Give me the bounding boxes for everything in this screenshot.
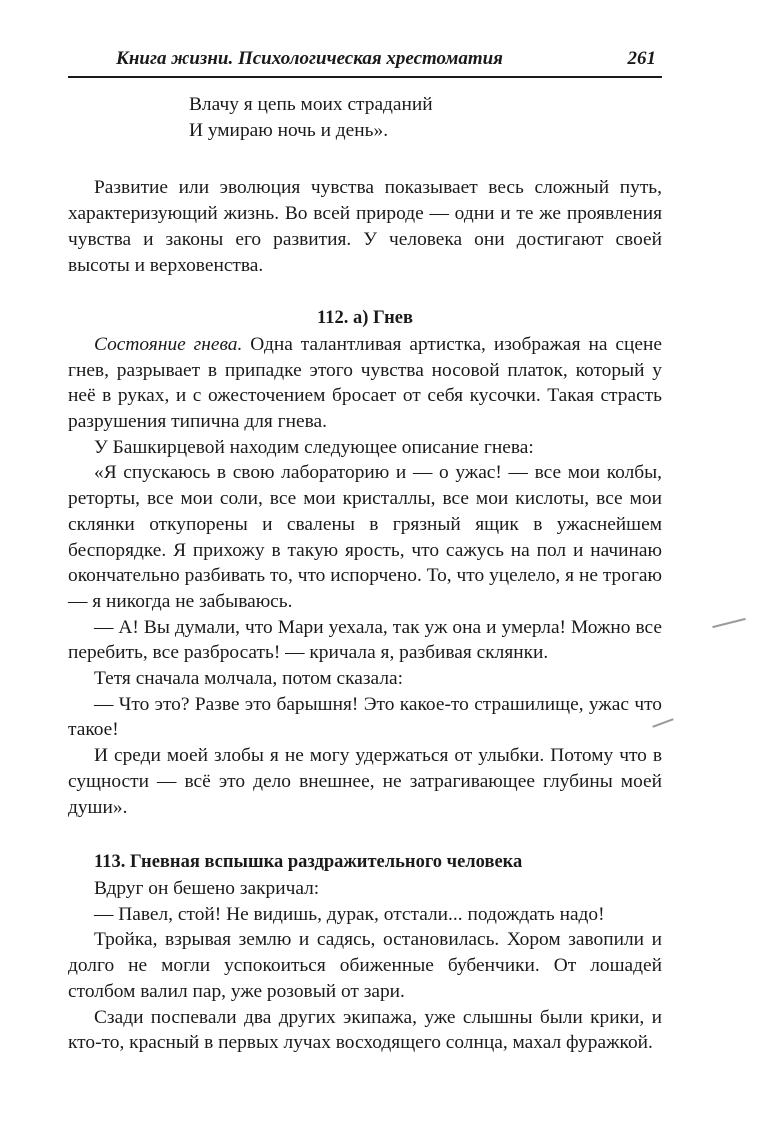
paragraph: У Башкирцевой находим следующее описание гнева: bbox=[94, 436, 534, 458]
paragraph: — Павел, стой! Не видишь, дурак, отстали... подождать надо! bbox=[94, 903, 605, 925]
page-header bbox=[68, 46, 662, 78]
quote-paragraph: И среди моей злобы я не могу удержаться от улыбки. Потому что в сущности — всё это дело внешнее, не затрагивающее глубины моей души». bbox=[68, 745, 662, 818]
quote-paragraph: — А! Вы думали, что Мари уехала, так уж она и умерла! Можно все перебить, все разбросать! — кричала я, разбивая склянки. bbox=[68, 616, 662, 664]
section-113-heading: 113. Гневная вспышка раздражительного человека bbox=[94, 852, 523, 873]
paragraph: Тройка, взрывая землю и садясь, остановилась. Хором завопили и долго не могли успокоиться обиженные бубенчики. От лошадей столбом валил пар, уже розовый от зари. bbox=[68, 929, 662, 1002]
verse-line: Влачу я цепь моих страданий bbox=[189, 94, 433, 115]
verse-line: И умираю ночь и день». bbox=[189, 119, 389, 141]
body-text bbox=[68, 92, 662, 1056]
paragraph bbox=[68, 332, 662, 435]
paragraph-text: Одна талантливая артистка, изображая на сцене гнев, разрывает в припадке этого чувства носовой платок, который у неё в руках, и с ожесточением бросает от себя кусочки. Такая страсть разрушения типична для гнева. bbox=[68, 333, 662, 433]
section-112-heading: 112. а) Гнев bbox=[317, 308, 413, 329]
italic-lead: Состояние гнева. bbox=[94, 333, 243, 355]
page-number: 261 bbox=[627, 48, 656, 69]
paragraph: Тетя сначала молчала, потом сказала: bbox=[94, 668, 403, 690]
paragraph: Вдруг он бешено закричал: bbox=[94, 877, 320, 899]
paragraph: Сзади поспевали два других экипажа, уже слышны были крики, и кто-то, красный в первых лучах восходящего солнца, махал фуражкой. bbox=[68, 1006, 662, 1054]
pencil-mark bbox=[712, 618, 745, 628]
verse-fragment bbox=[68, 92, 662, 143]
quote-paragraph: «Я спускаюсь в свою лабораторию и — о ужас! — все мои колбы, реторты, все мои соли, все мои кристаллы, все мои кислоты, все мои склянки откупорены и свалены в грязный ящик в ужаснейшем беспорядке. Я прихожу в такую ярость, что сажусь на пол и начинаю окончательно разбивать то, что испорчено. То, что уцелело, я не трогаю — я никогда не забываюсь. bbox=[68, 462, 662, 612]
quote-paragraph: — Что это? Разве это барышня! Это какое-то страшилище, ужас что такое! bbox=[68, 693, 662, 741]
running-title: Книга жизни. Психологическая хрестоматия bbox=[116, 48, 503, 69]
intro-paragraph: Развитие или эволюция чувства показывает весь сложный путь, характеризующий жизнь. Во всей природе — одни и те же проявления чувства и законы его развития. У человека они достигают своей высоты и верховенства. bbox=[68, 177, 662, 276]
